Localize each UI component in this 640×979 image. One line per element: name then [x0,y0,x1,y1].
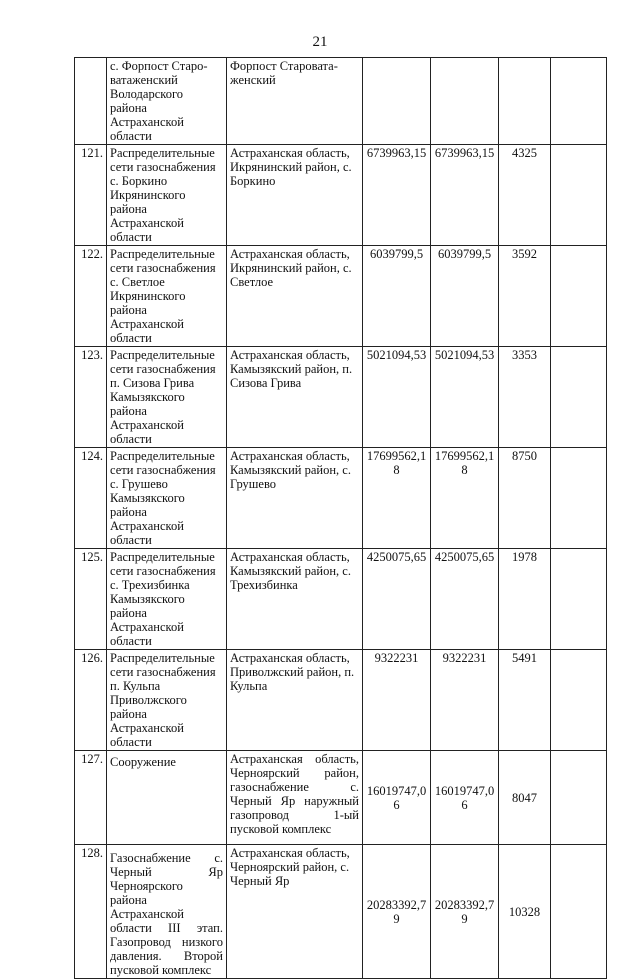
table-row [75,751,607,845]
value-cell: 20283392,79 [363,845,431,979]
object-address: Форпост Старовата-женский [227,58,363,145]
value-cell: 9322231 [363,650,431,751]
object-name: с. Форпост Старо-ватаженский Володарского района Астраханской области [107,58,227,145]
value-cell: 5021094,53 [363,347,431,448]
value-cell: 6739963,15 [363,145,431,246]
object-name: Распределительные сети газоснабжения с. Трехизбинка Камызякского района Астраханской области [107,549,227,650]
object-name: Распределительные сети газоснабжения с. Грушево Камызякского района Астраханской области [107,448,227,549]
value-cell: 16019747,06 [363,751,431,845]
empty-cell [551,751,607,845]
value-cell [431,58,499,145]
table-row [75,845,607,979]
value-cell: 17699562,18 [363,448,431,549]
value-cell: 20283392,79 [431,845,499,979]
value-cell: 6039799,5 [431,246,499,347]
value-cell: 3353 [499,347,551,448]
table-row [75,549,607,650]
value-cell: 5021094,53 [431,347,499,448]
object-address: Астраханская область, Камызякский район, п. Сизова Грива [227,347,363,448]
object-name: Распределительные сети газоснабжения п. Сизова Грива Камызякского района Астраханской области [107,347,227,448]
value-cell [363,58,431,145]
empty-cell [551,549,607,650]
object-name: Распределительные сети газоснабжения с. Боркино Икрянинского района Астраханской области [107,145,227,246]
object-address: Астраханская область, Икрянинский район, с. Светлое [227,246,363,347]
object-address: Астраханская область, Черноярский район, с. Черный Яр [227,845,363,979]
value-cell: 5491 [499,650,551,751]
table-row [75,58,607,145]
value-cell: 6039799,5 [363,246,431,347]
value-cell: 9322231 [431,650,499,751]
table-row [75,145,607,246]
empty-cell [551,650,607,751]
object-address: Астраханская область, Черноярский район, газоснабжение с. Черный Яр наружный газопровод 1-ый пусковой комплекс [227,751,363,845]
value-cell: 8750 [499,448,551,549]
row-number: 126. [75,650,107,751]
empty-cell [551,246,607,347]
empty-cell [551,845,607,979]
object-address: Астраханская область, Приволжский район, п. Кульпа [227,650,363,751]
row-number: 121. [75,145,107,246]
object-name: Распределительные сети газоснабжения п. Кульпа Приволжского района Астраханской области [107,650,227,751]
row-number: 122. [75,246,107,347]
object-address: Астраханская область, Камызякский район, с. Трехизбинка [227,549,363,650]
row-number: 123. [75,347,107,448]
empty-cell [551,145,607,246]
row-number: 128. [75,845,107,979]
empty-cell [551,58,607,145]
value-cell: 3592 [499,246,551,347]
value-cell: 10328 [499,845,551,979]
property-registry-table [74,57,607,979]
value-cell: 4250075,65 [431,549,499,650]
table-row [75,246,607,347]
row-number: 127. [75,751,107,845]
value-cell: 1978 [499,549,551,650]
object-address: Астраханская область, Икрянинский район, с. Боркино [227,145,363,246]
value-cell: 4250075,65 [363,549,431,650]
table-row [75,347,607,448]
value-cell: 16019747,06 [431,751,499,845]
value-cell [499,58,551,145]
row-number: 125. [75,549,107,650]
row-number: 124. [75,448,107,549]
object-name: Распределительные сети газоснабжения с. Светлое Икрянинского района Астраханской области [107,246,227,347]
table-row [75,448,607,549]
object-address: Астраханская область, Камызякский район, с. Грушево [227,448,363,549]
value-cell: 6739963,15 [431,145,499,246]
table-row [75,650,607,751]
page-number: 21 [312,34,328,50]
object-name: Сооружение [107,751,227,845]
value-cell: 8047 [499,751,551,845]
empty-cell [551,448,607,549]
value-cell: 17699562,18 [431,448,499,549]
empty-cell [551,347,607,448]
value-cell: 4325 [499,145,551,246]
object-name: Газоснабжение с. Черный Яр Черноярского района Астраханской области III этап. Газопровод низкого давления. Второй пусковой комплекс [107,845,227,979]
row-number [75,58,107,145]
